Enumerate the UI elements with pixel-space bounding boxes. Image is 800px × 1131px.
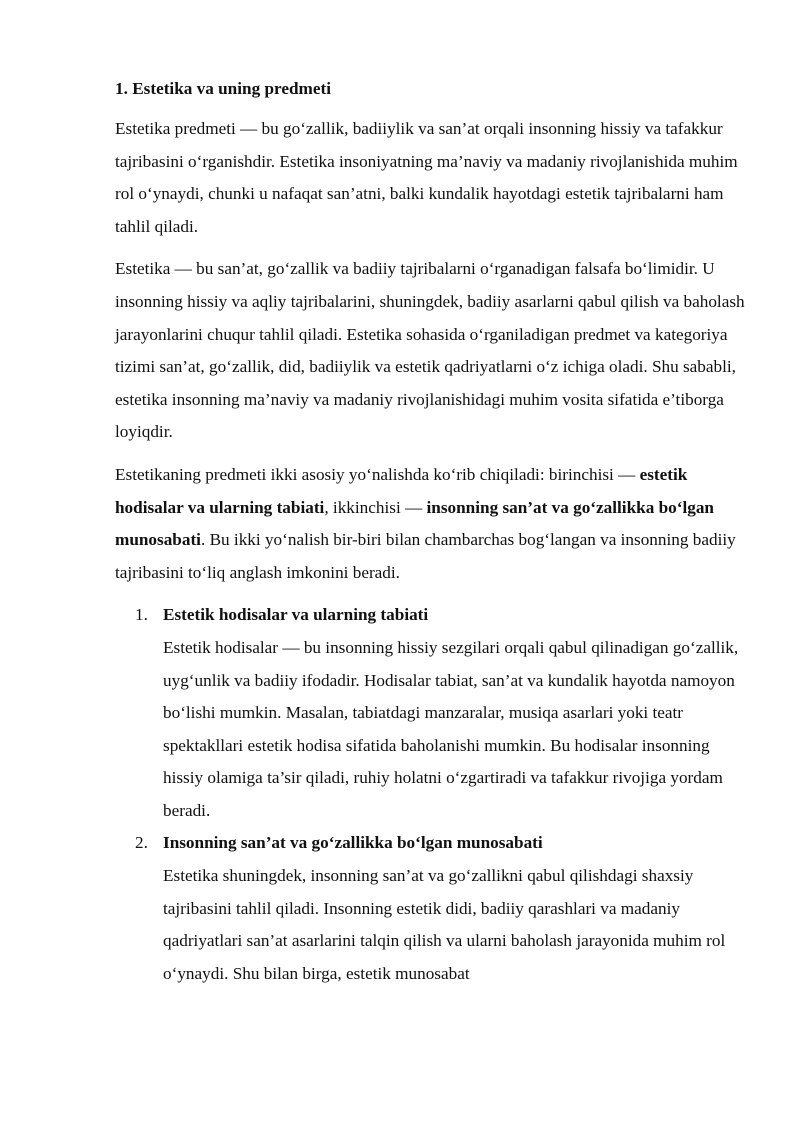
- paragraph-1: Estetika predmeti — bu goʻzallik, badiiylik va san’at orqali insonning hissiy va tafakkur tajribasini oʻrganishdir. Estetika insoniyatning ma’naviy va madaniy rivojlanishida muhim rol oʻynaydi, chunki u nafaqat san’atni, balki kundalik hayotdagi estetik tajribalarni ham tahlil qiladi.: [115, 119, 738, 236]
- paragraph-3-bold-2: insonning san’at va goʻzallikka boʻlgan munosabati: [115, 497, 714, 550]
- list-item-title: Estetik hodisalar va ularning tabiati: [163, 605, 429, 625]
- list-item-body: Estetika shuningdek, insonning san’at va goʻzallikni qabul qilishdagi shaxsiy tajribasini tahlil qiladi. Insonning estetik didi, badiiy qarashlari va madaniy qadriyatlari san’at asarlarini talqin qilish va ularni baholash jarayonida muhim rol oʻynaydi. Shu bilan birga, estetik munosabat: [163, 866, 726, 983]
- paragraph-3-text-1: Estetikaning predmeti ikki asosiy yoʻnalishda koʻrib chiqiladi: birinchisi —: [115, 464, 640, 484]
- document-page: [115, 74, 745, 990]
- numbered-list: [115, 599, 745, 990]
- paragraph-3-bold-1: estetik hodisalar va ularning tabiati: [115, 464, 688, 517]
- list-item-number: 1.: [135, 605, 148, 625]
- list-item-title: Insonning san’at va goʻzallikka boʻlgan munosabati: [163, 833, 543, 853]
- list-item-body: Estetik hodisalar — bu insonning hissiy sezgilari orqali qabul qilinadigan goʻzallik, uygʻunlik va badiiy ifodadir. Hodisalar tabiat, san’at va kundalik hayotda namoyon boʻlishi mumkin. Masalan, tabiatdagi manzaralar, musiqa asarlari yoki teatr spektakllari estetik hodisa sifatida baholanishi mumkin. Bu hodisalar insonning hissiy olamiga ta’sir qiladi, ruhiy holatni oʻzgartiradi va tafakkur rivojiga yordam beradi.: [163, 637, 739, 820]
- paragraph-2: Estetika — bu san’at, goʻzallik va badiiy tajribalarni oʻrganadigan falsafa boʻlimidir. U insonning hissiy va aqliy tajribalarini, shuningdek, badiiy asarlarni qabul qilish va baholash jarayonlarini chuqur tahlil qiladi. Estetika sohasida oʻrganiladigan predmet va kategoriya tizimi san’at, goʻzallik, did, badiiylik va estetik qadriyatlarni oʻz ichiga oladi. Shu sababli, estetika insonning ma’naviy va madaniy rivojlanishidagi muhim vosita sifatida e’tiborga loyiqdir.: [115, 259, 745, 442]
- paragraph-3-text-2: , ikkinchisi —: [324, 497, 427, 517]
- list-item-number: 2.: [135, 833, 148, 853]
- list-item: [115, 599, 745, 827]
- section-heading: 1. Estetika va uning predmeti: [115, 79, 331, 98]
- list-item: [115, 827, 745, 990]
- paragraph-3-text-3: . Bu ikki yoʻnalish bir-biri bilan chambarchas bogʻlangan va insonning badiiy tajribasini toʻliq anglash imkonini beradi.: [115, 530, 736, 582]
- paragraph-3: [115, 459, 745, 589]
